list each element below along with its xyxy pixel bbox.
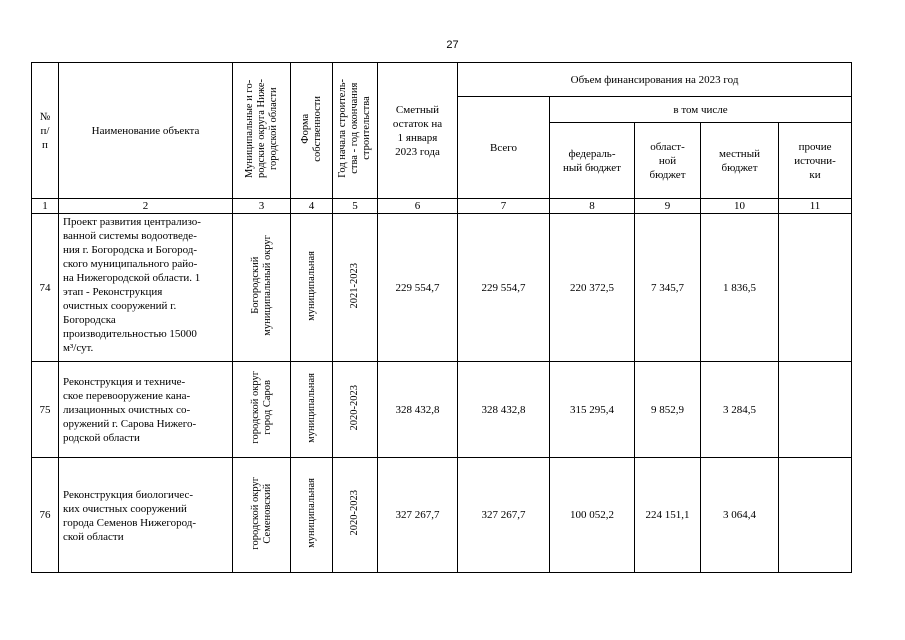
page-number: 27	[446, 39, 459, 51]
column-number: 2	[59, 199, 233, 214]
ownership: муниципальная	[291, 458, 333, 573]
estimate-value: 229 554,7	[378, 214, 458, 362]
federal-value: 315 295,4	[550, 362, 635, 458]
column-number: 4	[291, 199, 333, 214]
header-years: Год начала строитель- ства - год окончания строительства	[333, 63, 378, 199]
years: 2020-2023	[333, 362, 378, 458]
other-value	[779, 214, 852, 362]
header-regional: област- ной бюджет	[635, 123, 701, 199]
header-municipality: Муниципальные и го- родские округа Ниже- городской области	[233, 63, 291, 199]
years: 2020-2023	[333, 458, 378, 573]
header-num: № п/ п	[32, 63, 59, 199]
object-name: Реконструкция биологичес- ких очистных сооружений города Семенов Нижегород- ской области	[59, 458, 233, 573]
row-num: 74	[32, 214, 59, 362]
column-number: 11	[779, 199, 852, 214]
header-federal: федераль- ный бюджет	[550, 123, 635, 199]
header-including: в том числе	[550, 97, 852, 123]
column-number: 10	[701, 199, 779, 214]
column-number: 8	[550, 199, 635, 214]
header-financing: Объем финансирования на 2023 год	[458, 63, 852, 97]
header-estimate: Сметный остаток на 1 января 2023 года	[378, 63, 458, 199]
table-row	[32, 362, 852, 458]
table-row	[32, 214, 852, 362]
federal-value: 100 052,2	[550, 458, 635, 573]
ownership: муниципальная	[291, 214, 333, 362]
row-num: 76	[32, 458, 59, 573]
local-value: 3 284,5	[701, 362, 779, 458]
row-num: 75	[32, 362, 59, 458]
column-number: 1	[32, 199, 59, 214]
header-other: прочие источни- ки	[779, 123, 852, 199]
total-value: 328 432,8	[458, 362, 550, 458]
total-value: 229 554,7	[458, 214, 550, 362]
table-row	[32, 458, 852, 573]
other-value	[779, 362, 852, 458]
header-ownership: Форма собственности	[291, 63, 333, 199]
object-name: Проект развития централизо- ванной системы водоотведе- ния г. Богородска и Богород- ского муниципального райо- на Нижегородской области. 1 этап - Реконструкция очистных сооружений г. Богородска производительностью 15000 м³/сут.	[59, 214, 233, 362]
total-value: 327 267,7	[458, 458, 550, 573]
header-total: Всего	[458, 97, 550, 199]
municipality: городской округ город Саров	[233, 362, 291, 458]
other-value	[779, 458, 852, 573]
federal-value: 220 372,5	[550, 214, 635, 362]
column-number: 9	[635, 199, 701, 214]
header-local: местный бюджет	[701, 123, 779, 199]
column-number: 7	[458, 199, 550, 214]
municipality: городской округ Семеновский	[233, 458, 291, 573]
object-name: Реконструкция и техниче- ское перевооружение кана- лизационных очистных со- оружений г. Сарова Нижего- родской области	[59, 362, 233, 458]
regional-value: 9 852,9	[635, 362, 701, 458]
financing-table	[31, 62, 852, 573]
column-number: 6	[378, 199, 458, 214]
estimate-value: 327 267,7	[378, 458, 458, 573]
regional-value: 7 345,7	[635, 214, 701, 362]
column-number-row	[32, 199, 852, 214]
header-name: Наименование объекта	[59, 63, 233, 199]
column-number: 5	[333, 199, 378, 214]
ownership: муниципальная	[291, 362, 333, 458]
regional-value: 224 151,1	[635, 458, 701, 573]
column-number: 3	[233, 199, 291, 214]
local-value: 3 064,4	[701, 458, 779, 573]
municipality: Богородский муниципальный округ	[233, 214, 291, 362]
years: 2021-2023	[333, 214, 378, 362]
estimate-value: 328 432,8	[378, 362, 458, 458]
local-value: 1 836,5	[701, 214, 779, 362]
